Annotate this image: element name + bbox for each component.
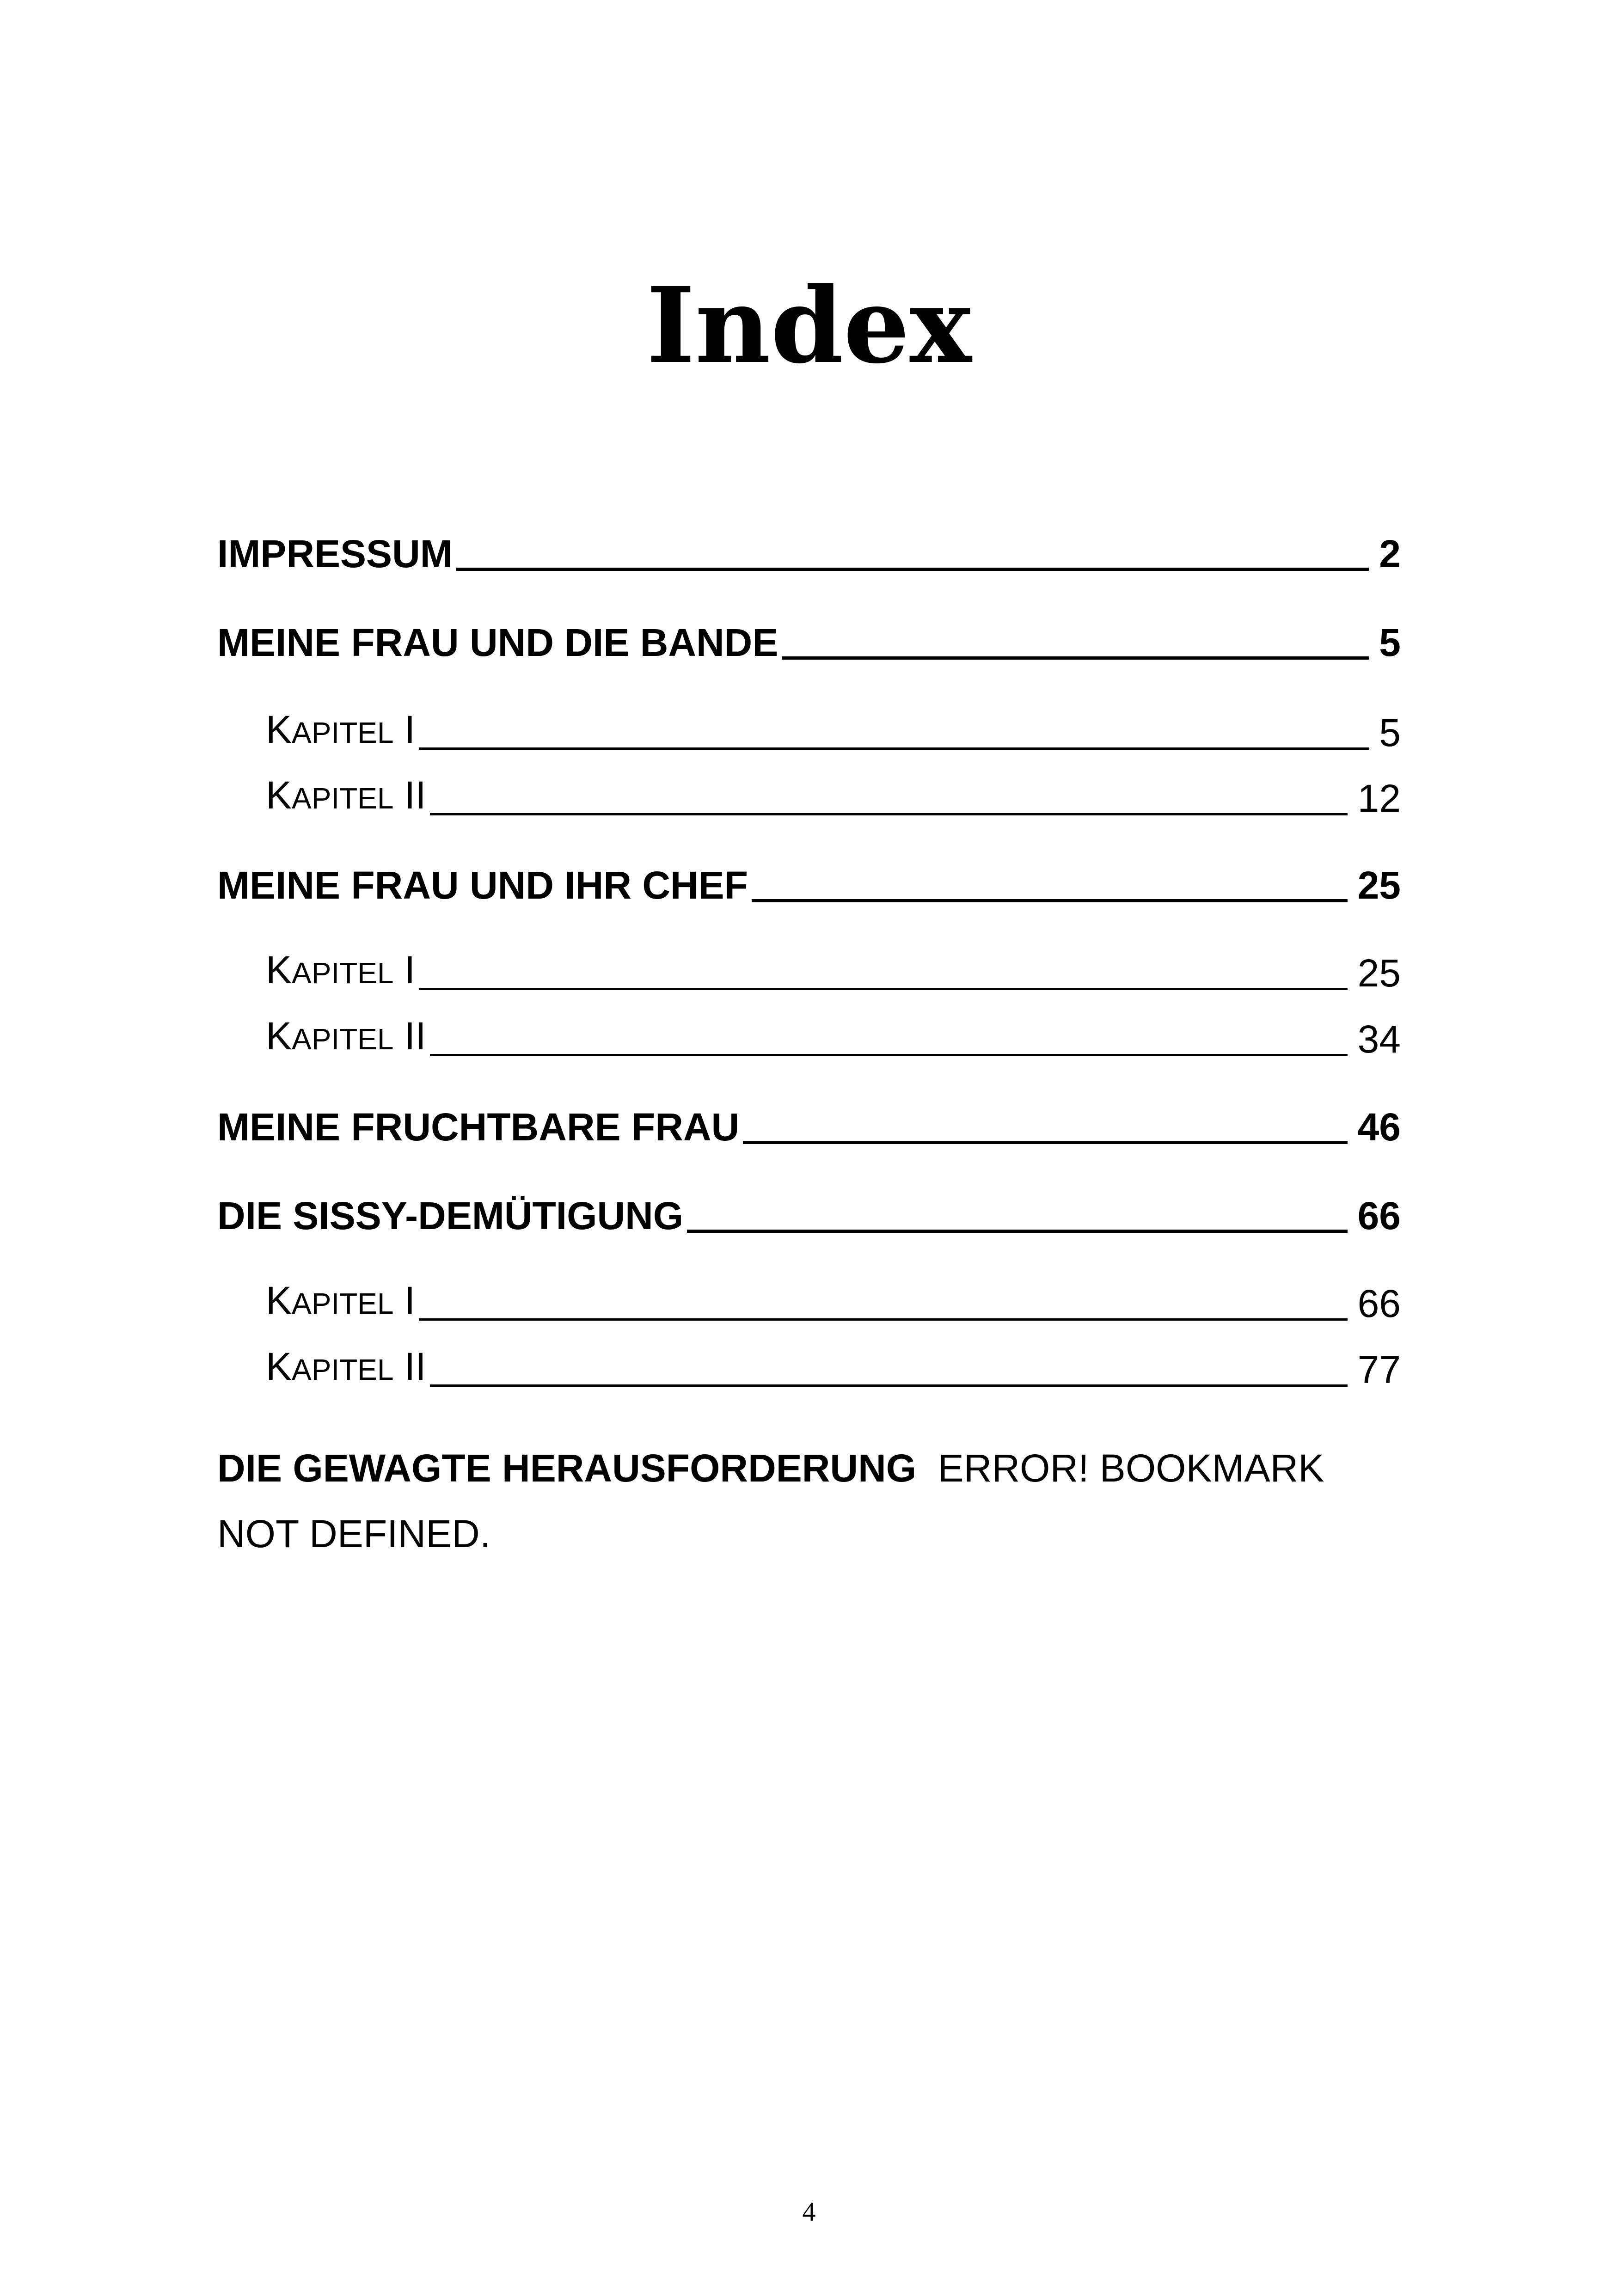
toc-entry-page: 25 <box>1357 951 1401 995</box>
toc-entry-page: 2 <box>1379 532 1401 576</box>
toc-leader-line <box>419 988 1347 990</box>
toc-entry-label: DIE GEWAGTE HERAUSFORDERUNG <box>217 1446 917 1490</box>
toc-entry-chapter[interactable] <box>217 617 1401 668</box>
toc-leader-line <box>752 899 1348 902</box>
toc-entry-impressum[interactable] <box>217 528 1401 579</box>
toc-entry-page: 66 <box>1357 1282 1401 1325</box>
page-number: 4 <box>802 2197 816 2227</box>
toc-entry-page: 5 <box>1379 711 1401 754</box>
toc-entry-subchapter[interactable] <box>266 1344 1401 1395</box>
toc-leader-line <box>687 1230 1347 1233</box>
toc-entry-label: MEINE FRUCHTBARE FRAU <box>217 1105 740 1149</box>
toc-entry-label: KAPITEL I <box>266 1279 416 1322</box>
toc-leader-line <box>743 1141 1347 1144</box>
toc-entry-page: 5 <box>1379 621 1401 664</box>
toc-entry-label: IMPRESSUM <box>217 532 453 576</box>
toc-entry-page: 34 <box>1357 1017 1401 1061</box>
toc-entry-label: KAPITEL II <box>266 1345 426 1388</box>
toc-entry-subchapter[interactable] <box>266 1014 1401 1065</box>
toc-leader-line <box>430 1384 1348 1387</box>
toc-entry-subchapter[interactable] <box>266 948 1401 998</box>
toc-leader-line <box>419 747 1369 750</box>
toc-entry-page: 12 <box>1357 777 1401 820</box>
toc-entry-chapter[interactable] <box>217 860 1401 911</box>
toc-entry-label: KAPITEL I <box>266 948 416 992</box>
toc-leader-line <box>430 1054 1348 1056</box>
toc-entry-label: KAPITEL II <box>266 773 426 817</box>
toc-entry-label: DIE SISSY-DEMÜTIGUNG <box>217 1194 684 1237</box>
toc-entry-label: KAPITEL II <box>266 1014 426 1058</box>
toc-entry-page: 66 <box>1357 1194 1401 1237</box>
toc-entry-label: KAPITEL I <box>266 708 416 751</box>
toc-leader-line <box>430 813 1348 815</box>
toc-leader-line <box>782 656 1369 660</box>
toc-entry-label: MEINE FRAU UND IHR CHEF <box>217 863 748 907</box>
toc-entry-label: MEINE FRAU UND DIE BANDE <box>217 621 778 664</box>
toc-entry-subchapter[interactable] <box>266 773 1401 824</box>
toc-entry-page: 46 <box>1357 1105 1401 1149</box>
toc-entry-chapter[interactable] <box>217 1102 1401 1152</box>
bookmark-error-text: ERROR! BOOKMARK NOT DEFINED. <box>217 1446 1324 1555</box>
toc-entry-subchapter[interactable] <box>266 707 1401 758</box>
toc-entry-chapter[interactable] <box>217 1190 1401 1241</box>
toc-leader-line <box>419 1318 1347 1321</box>
toc-leader-line <box>456 568 1369 571</box>
toc-entry-subchapter[interactable] <box>266 1278 1401 1329</box>
toc-entry-page: 77 <box>1357 1348 1401 1391</box>
toc-entry-page: 25 <box>1357 863 1401 907</box>
toc-entry-error[interactable] <box>217 1435 1401 1567</box>
page-title: Index <box>646 265 972 387</box>
